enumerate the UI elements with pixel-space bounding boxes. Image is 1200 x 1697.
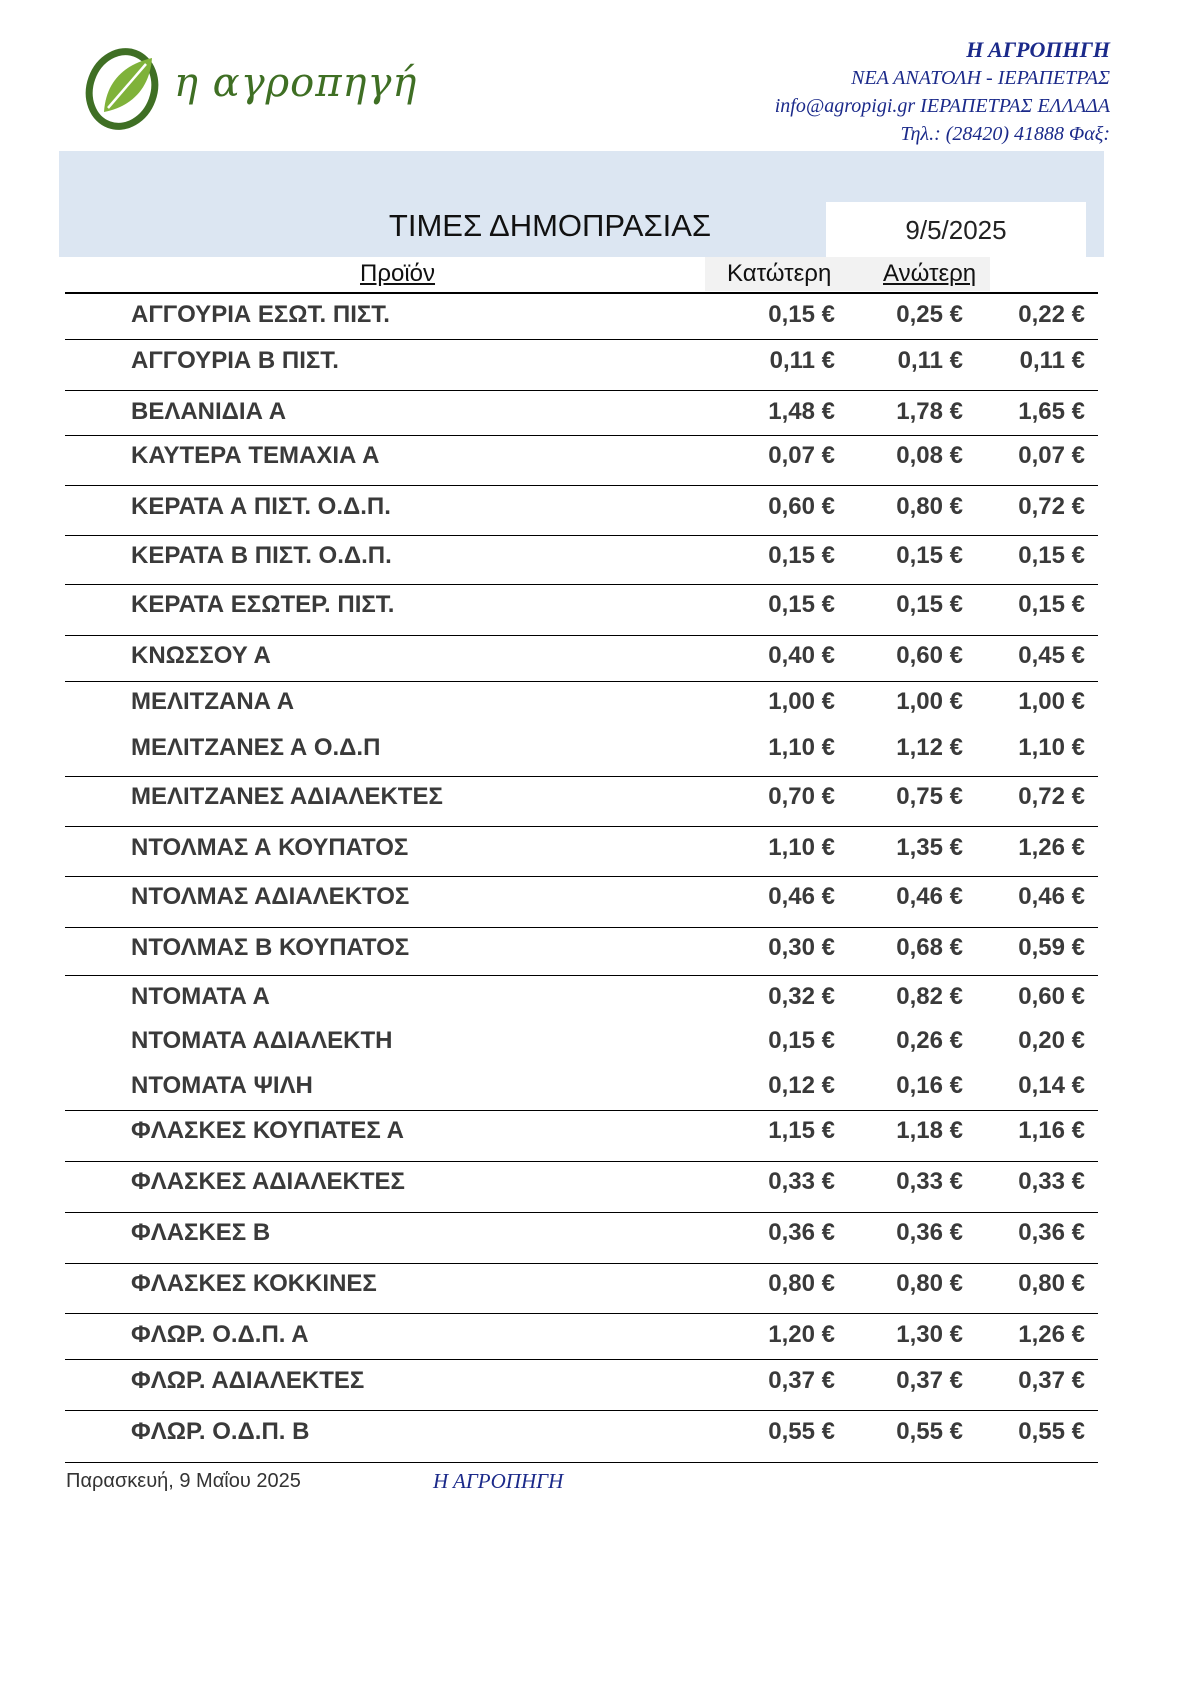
row-divider <box>65 485 1098 486</box>
price-low: 0,12 € <box>768 1072 835 1099</box>
price-average: 1,26 € <box>1018 1321 1085 1348</box>
price-average: 1,16 € <box>1018 1117 1085 1144</box>
price-average: 0,60 € <box>1018 983 1085 1010</box>
price-high: 1,35 € <box>896 834 963 861</box>
price-low: 1,10 € <box>768 734 835 761</box>
product-name: ΚΕΡΑΤΑ Α ΠΙΣΤ. Ο.Δ.Π. <box>131 493 391 520</box>
product-name: ΜΕΛΙΤΖΑΝΑ Α <box>131 688 295 715</box>
price-low: 0,32 € <box>768 983 835 1010</box>
price-high: 0,68 € <box>896 934 963 961</box>
price-high: 0,55 € <box>896 1418 963 1445</box>
price-low: 0,55 € <box>768 1418 835 1445</box>
product-name: ΝΤΟΛΜΑΣ Β ΚΟΥΠΑΤΟΣ <box>131 934 410 961</box>
price-low: 0,46 € <box>768 883 835 910</box>
product-name: ΦΛΩΡ. ΑΔΙΑΛΕΚΤΕΣ <box>131 1367 365 1394</box>
row-divider <box>65 876 1098 877</box>
row-divider <box>65 390 1098 391</box>
price-low: 0,37 € <box>768 1367 835 1394</box>
price-high: 0,26 € <box>896 1027 963 1054</box>
price-average: 0,37 € <box>1018 1367 1085 1394</box>
row-divider <box>65 1212 1098 1213</box>
price-low: 0,33 € <box>768 1168 835 1195</box>
price-low: 0,60 € <box>768 493 835 520</box>
company-phone: Τηλ.: (28420) 41888 Φαξ: <box>900 123 1110 145</box>
row-divider <box>65 1161 1098 1162</box>
price-high: 0,75 € <box>896 783 963 810</box>
price-average: 0,22 € <box>1018 301 1085 328</box>
column-header-low: Κατώτερη <box>727 260 832 287</box>
company-name: Η ΑΓΡΟΠΗΓΗ <box>966 37 1110 62</box>
product-name: ΝΤΟΛΜΑΣ Α ΚΟΥΠΑΤΟΣ <box>131 834 409 861</box>
product-name: ΑΓΓΟΥΡΙΑ ΕΣΩΤ. ΠΙΣΤ. <box>131 301 390 328</box>
price-low: 0,15 € <box>768 1027 835 1054</box>
logo-text: η αγροπηγή <box>174 60 418 106</box>
row-divider <box>65 927 1098 928</box>
price-average: 0,36 € <box>1018 1219 1085 1246</box>
price-average: 0,15 € <box>1018 591 1085 618</box>
price-low: 0,15 € <box>768 301 835 328</box>
product-name: ΦΛΩΡ. Ο.Δ.Π. Β <box>131 1418 310 1445</box>
product-name: ΚΕΡΑΤΑ Β ΠΙΣΤ. Ο.Δ.Π. <box>131 542 392 569</box>
product-name: ΚΕΡΑΤΑ ΕΣΩΤΕΡ. ΠΙΣΤ. <box>131 591 395 618</box>
price-low: 0,40 € <box>768 642 835 669</box>
price-average: 1,65 € <box>1018 398 1085 425</box>
price-average: 0,46 € <box>1018 883 1085 910</box>
price-high: 0,16 € <box>896 1072 963 1099</box>
product-name: ΦΛΑΣΚΕΣ ΚΟΥΠΑΤΕΣ Α <box>131 1117 404 1144</box>
price-high: 0,25 € <box>896 301 963 328</box>
price-average: 0,59 € <box>1018 934 1085 961</box>
price-average: 1,10 € <box>1018 734 1085 761</box>
auction-date: 9/5/2025 <box>826 202 1086 257</box>
price-low: 0,36 € <box>768 1219 835 1246</box>
row-divider <box>65 635 1098 636</box>
row-divider <box>65 584 1098 585</box>
price-high: 0,60 € <box>896 642 963 669</box>
column-header-high: Ανώτερη <box>883 260 977 287</box>
price-low: 1,20 € <box>768 1321 835 1348</box>
price-average: 0,07 € <box>1018 442 1085 469</box>
product-name: ΝΤΟΜΑΤΑ ΨΙΛΗ <box>131 1072 313 1099</box>
price-low: 0,70 € <box>768 783 835 810</box>
price-low: 0,15 € <box>768 542 835 569</box>
product-name: ΝΤΟΜΑΤΑ ΑΔΙΑΛΕΚΤΗ <box>131 1027 393 1054</box>
price-low: 0,15 € <box>768 591 835 618</box>
price-high: 0,80 € <box>896 493 963 520</box>
price-high: 0,36 € <box>896 1219 963 1246</box>
column-header-product: Προϊόν <box>360 260 436 287</box>
price-low: 0,07 € <box>768 442 835 469</box>
product-name: ΜΕΛΙΤΖΑΝΕΣ Α Ο.Δ.Π <box>131 734 381 761</box>
price-high: 0,80 € <box>896 1270 963 1297</box>
price-average: 0,15 € <box>1018 542 1085 569</box>
price-average: 0,55 € <box>1018 1418 1085 1445</box>
product-name: ΚΝΩΣΣΟΥ Α <box>131 642 271 669</box>
product-name: ΦΛΑΣΚΕΣ Β <box>131 1219 271 1246</box>
price-average: 0,11 € <box>1019 347 1085 374</box>
product-name: ΦΛΑΣΚΕΣ ΚΟΚΚΙΝΕΣ <box>131 1270 377 1297</box>
price-low: 1,00 € <box>768 688 835 715</box>
row-divider <box>65 339 1098 340</box>
price-high: 1,12 € <box>896 734 963 761</box>
price-average: 0,80 € <box>1018 1270 1085 1297</box>
price-average: 1,00 € <box>1018 688 1085 715</box>
company-email[interactable]: info@agropigi.gr ΙΕΡΑΠΕΤΡΑΣ ΕΛΛΑΔΑ <box>774 95 1110 117</box>
row-divider <box>65 1110 1098 1111</box>
product-name: ΝΤΟΜΑΤΑ Α <box>131 983 270 1010</box>
price-average: 0,14 € <box>1018 1072 1085 1099</box>
price-high: 0,15 € <box>896 591 963 618</box>
price-low: 0,80 € <box>768 1270 835 1297</box>
price-average: 0,33 € <box>1018 1168 1085 1195</box>
row-divider <box>65 681 1098 682</box>
footer-company: Η ΑΓΡΟΠΗΓΗ <box>433 1469 564 1493</box>
price-high: 1,00 € <box>896 688 963 715</box>
price-low: 1,10 € <box>768 834 835 861</box>
price-high: 0,37 € <box>896 1367 963 1394</box>
row-divider <box>65 1410 1098 1411</box>
row-divider <box>65 776 1098 777</box>
price-high: 0,46 € <box>896 883 963 910</box>
product-name: ΑΓΓΟΥΡΙΑ Β ΠΙΣΤ. <box>131 347 339 374</box>
company-address: ΝΕΑ ΑΝΑΤΟΛΗ - ΙΕΡΑΠΕΤΡΑΣ <box>851 67 1110 89</box>
price-low: 1,48 € <box>768 398 835 425</box>
price-high: 0,82 € <box>896 983 963 1010</box>
product-name: ΦΛΑΣΚΕΣ ΑΔΙΑΛΕΚΤΕΣ <box>131 1168 405 1195</box>
price-high: 0,11 € <box>897 347 963 374</box>
footer-date: Παρασκευή, 9 Μαΐου 2025 <box>66 1470 301 1492</box>
price-high: 0,08 € <box>896 442 963 469</box>
row-divider <box>65 1263 1098 1264</box>
row-divider <box>65 1359 1098 1360</box>
product-name: ΒΕΛΑΝΙΔΙΑ Α <box>131 398 287 425</box>
price-high: 0,33 € <box>896 1168 963 1195</box>
row-divider <box>65 975 1098 976</box>
price-average: 1,26 € <box>1018 834 1085 861</box>
price-high: 1,78 € <box>896 398 963 425</box>
product-name: ΦΛΩΡ. Ο.Δ.Π. Α <box>131 1321 309 1348</box>
price-average: 0,72 € <box>1018 493 1085 520</box>
price-low: 0,30 € <box>768 934 835 961</box>
price-high: 0,15 € <box>896 542 963 569</box>
row-divider <box>65 535 1098 536</box>
row-divider <box>65 826 1098 827</box>
price-high: 1,18 € <box>896 1117 963 1144</box>
product-name: ΚΑΥΤΕΡΑ ΤΕΜΑΧΙΑ Α <box>131 442 380 469</box>
price-low: 0,11 € <box>769 347 835 374</box>
row-divider <box>65 1462 1098 1463</box>
row-divider <box>65 435 1098 436</box>
price-average: 0,45 € <box>1018 642 1085 669</box>
product-name: ΜΕΛΙΤΖΑΝΕΣ ΑΔΙΑΛΕΚΤΕΣ <box>131 783 443 810</box>
page-title: ΤΙΜΕΣ ΔΗΜΟΠΡΑΣΙΑΣ <box>388 208 712 243</box>
row-divider <box>65 1313 1098 1314</box>
price-low: 1,15 € <box>768 1117 835 1144</box>
price-average: 0,72 € <box>1018 783 1085 810</box>
product-name: ΝΤΟΛΜΑΣ ΑΔΙΑΛΕΚΤΟΣ <box>131 883 410 910</box>
price-high: 1,30 € <box>896 1321 963 1348</box>
price-average: 0,20 € <box>1018 1027 1085 1054</box>
